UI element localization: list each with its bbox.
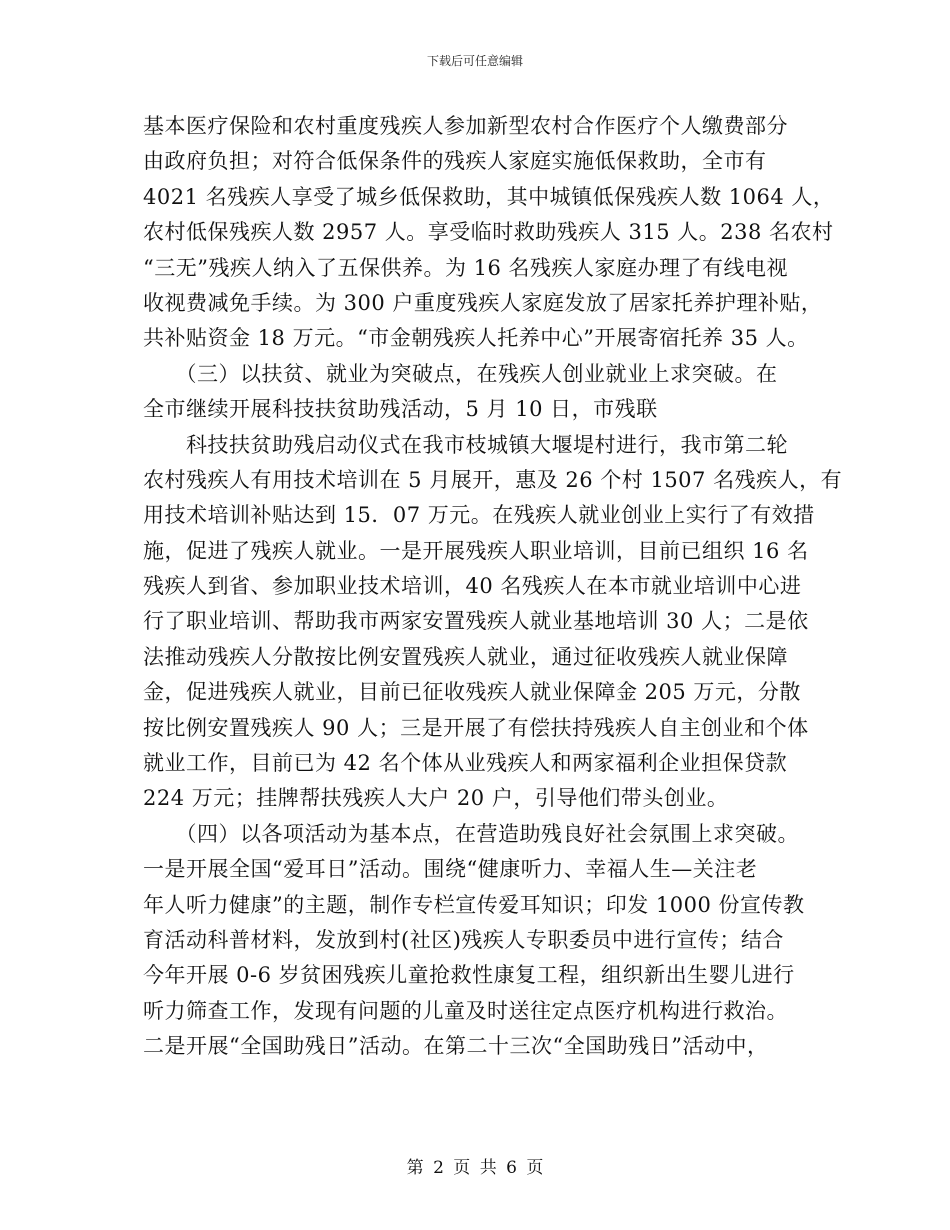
page-footer: 第 2 页 共 6 页	[406, 1158, 544, 1178]
text-line: 全市继续开展科技扶贫助残活动，5 月 10 日，市残联	[143, 397, 658, 422]
text-line: 由政府负担；对符合低保条件的残疾人家庭实施低保救助，全市有	[143, 149, 767, 174]
text-line: 基本医疗保险和农村重度残疾人参加新型农村合作医疗个人缴费部分	[143, 114, 788, 138]
text-line: 就业工作，目前已为 42 名个体从业残疾人和两家福利企业担保贷款	[143, 751, 788, 776]
text-line: （四）以各项活动为基本点，在营造助残良好社会氛围上求突破。	[143, 821, 799, 846]
text-line: 科技扶贫助残启动仪式在我市枝城镇大堰堤村进行，我市第二轮	[143, 432, 788, 457]
text-line: 4021 名残疾人享受了城乡低保救助，其中城镇低保残疾人数 1064 人，	[143, 184, 835, 209]
text-line: 用技术培训补贴达到 15．07 万元。在残疾人就业创业上实行了有效措	[143, 503, 815, 528]
text-line: 法推动残疾人分散按比例安置残疾人就业，通过征收残疾人就业保障	[143, 644, 788, 669]
document-body	[143, 109, 843, 1065]
text-line: 残疾人到省、参加职业技术培训，40 名残疾人在本市就业培训中心进	[143, 574, 802, 599]
text-line: 育活动科普材料，发放到村(社区)残疾人专职委员中进行宣传；结合	[143, 927, 784, 952]
text-line: （三）以扶贫、就业为突破点，在残疾人创业就业上求突破。在	[143, 361, 778, 386]
text-line: 224 万元；挂牌帮扶残疾人大户 20 户，引导他们带头创业。	[143, 786, 729, 811]
text-line: 一是开展全国“爱耳日”活动。围绕“健康听力、幸福人生—关注老	[143, 857, 758, 882]
text-line: 听力筛查工作，发现有问题的儿童及时送往定点医疗机构进行救治。	[143, 998, 788, 1023]
text-line: 农村残疾人有用技术培训在 5 月展开，惠及 26 个村 1507 名残疾人，有	[143, 467, 843, 492]
text-line: 施，促进了残疾人就业。一是开展残疾人职业培训，目前已组织 16 名	[143, 538, 809, 563]
text-line: 行了职业培训、帮助我市两家安置残疾人就业基地培训 30 人；二是依	[143, 609, 809, 634]
text-line: “三无”残疾人纳入了五保供养。为 16 名残疾人家庭办理了有线电视	[143, 255, 789, 280]
text-line: 年人听力健康”的主题，制作专栏宣传爱耳知识；印发 1000 份宣传教	[143, 892, 805, 917]
text-line: 今年开展 0-6 岁贫困残疾儿童抢救性康复工程，组织新出生婴儿进行	[143, 963, 795, 988]
text-line: 二是开展“全国助残日”活动。在第二十三次“全国助残日”活动中，	[143, 1034, 769, 1059]
page-header: 下载后可任意编辑	[426, 54, 523, 68]
text-line: 共补贴资金 18 万元。“市金朝残疾人托养中心”开展寄宿托养 35 人。	[143, 326, 809, 351]
text-line: 收视费减免手续。为 300 户重度残疾人家庭发放了居家托养护理补贴，	[143, 290, 823, 315]
text-line: 按比例安置残疾人 90 人；三是开展了有偿扶持残疾人自主创业和个体	[143, 715, 809, 740]
text-line: 金，促进残疾人就业，目前已征收残疾人就业保障金 205 万元，分散	[143, 680, 801, 705]
text-line: 农村低保残疾人数 2957 人。享受临时救助残疾人 315 人。238 名农村	[143, 220, 834, 245]
